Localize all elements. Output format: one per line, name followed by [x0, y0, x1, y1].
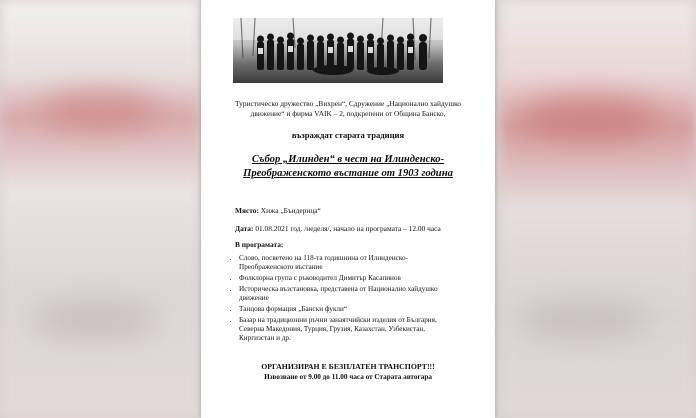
program-item-line: Киргизстан и др.	[239, 334, 291, 342]
program-item-line: Фолклорна група с ръководител Димитър Касапинов	[239, 274, 401, 282]
background-blot	[520, 95, 660, 140]
program-item	[239, 254, 438, 272]
program-item	[239, 316, 438, 343]
program-item	[239, 285, 438, 303]
organizers-line-1: Туристическо дружество „Вихрен“, Сдружение „Национално хайдушко	[235, 99, 461, 108]
program-list	[225, 254, 438, 345]
program-heading: В програмата:	[235, 240, 284, 249]
transport-notice: ОРГАНИЗИРАН Е БЕЗПЛАТЕН ТРАНСПОРТ!!!	[261, 362, 435, 371]
subtitle: възраждат старата традиция	[291, 130, 405, 140]
blurred-background-left	[0, 0, 200, 418]
group-photo	[233, 18, 443, 83]
program-item-line: Историческа възстановка, представена от Национално хайдушко	[239, 285, 438, 293]
departure-notice: Извозване от 9.00 до 11.00 часа от Старата автогара	[264, 373, 432, 381]
date-row	[235, 225, 441, 234]
place-label: Място:	[235, 206, 259, 215]
program-item-line: Северна Македония, Турция, Грузия, Казахстан, Узбекистан,	[239, 325, 426, 333]
program-item	[239, 274, 438, 283]
place-value: Хижа „Бъндерица“	[258, 206, 321, 215]
event-title-line-1: Събор „Илинден“ в чест на Илинденско-	[251, 154, 445, 165]
organizers-line-2: движение“ и фирма VAIK – 2, подкрепени от Община Банско,	[250, 109, 446, 118]
background-blot	[30, 300, 160, 340]
program-item-line: Танцова формация „Бански фукли“	[239, 305, 348, 313]
program-item-line: Слово, посветено на 118-та годишнина от Илинденско-	[239, 254, 409, 262]
group-photo-figures	[233, 18, 443, 83]
date-label: Дата:	[235, 224, 254, 233]
poster-document	[201, 0, 495, 418]
date-value: 01.08.2021 год. /неделя/, начало на програмата – 12.00 часа	[253, 224, 441, 233]
event-title-line-2: Преображенското въстание от 1903 година	[243, 168, 453, 179]
place-row	[235, 207, 321, 216]
blurred-background-right	[500, 0, 696, 418]
program-item-line: движение	[239, 294, 269, 302]
program-item	[239, 305, 438, 314]
background-blot	[520, 300, 650, 340]
program-item-line: Преображенското въстание	[239, 263, 323, 271]
background-blot	[40, 90, 160, 130]
program-item-line: Базар на традиционни ръчни занаятчийски изделия от България,	[239, 316, 437, 324]
